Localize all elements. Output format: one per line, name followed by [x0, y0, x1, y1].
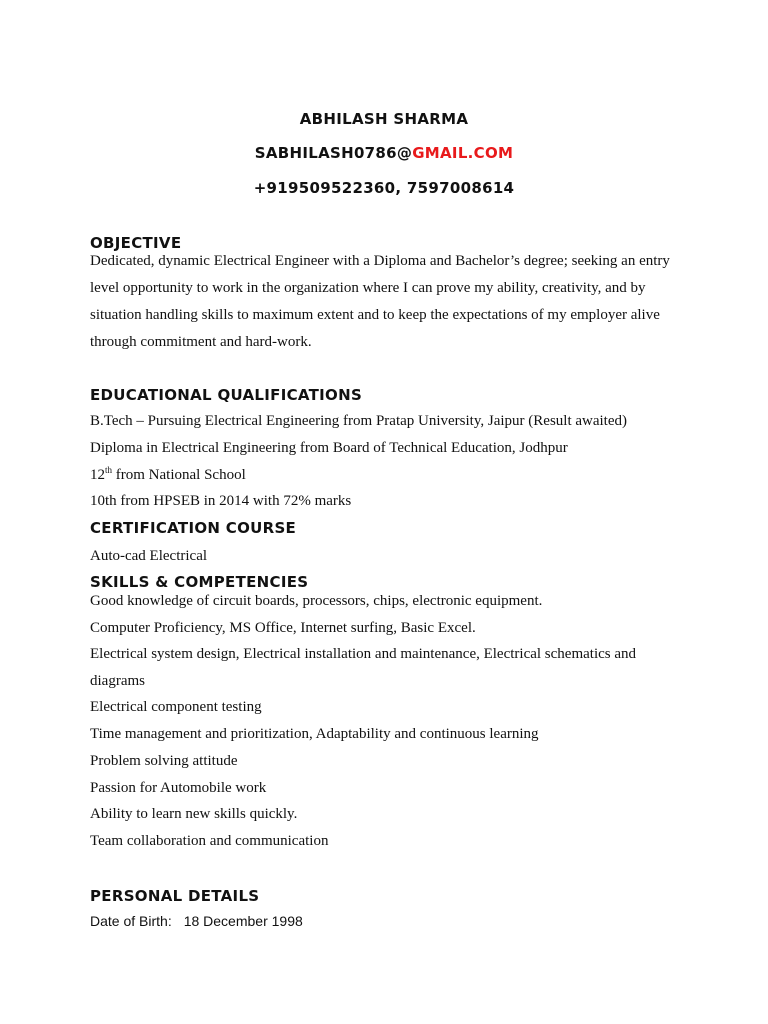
education-item-12th: [90, 467, 246, 484]
dob-label: Date of Birth:: [90, 913, 172, 929]
skill-item: diagrams: [90, 673, 145, 689]
skill-item: Problem solving attitude: [90, 753, 238, 769]
objective-line: through commitment and hard-work.: [90, 334, 312, 350]
education-item-btech: B.Tech – Pursuing Electrical Engineering from Pratap University, Jaipur (Result awaited): [90, 413, 627, 429]
email-address: [0, 144, 768, 162]
phone-numbers: +919509522360, 7597008614: [253, 179, 515, 197]
candidate-name: ABHILASH SHARMA: [299, 110, 469, 128]
skill-item: Electrical component testing: [90, 699, 262, 715]
objective-heading: OBJECTIVE: [90, 234, 182, 252]
skill-item: Ability to learn new skills quickly.: [90, 806, 298, 822]
skills-heading: SKILLS & COMPETENCIES: [90, 573, 309, 591]
skill-item: Passion for Automobile work: [90, 780, 267, 796]
date-of-birth: [90, 913, 303, 929]
education-item-diploma: Diploma in Electrical Engineering from Board of Technical Education, Jodhpur: [90, 440, 568, 456]
skill-item: Time management and prioritization, Adaptability and continuous learning: [90, 726, 539, 742]
education-item-10th: 10th from HPSEB in 2014 with 72% marks: [90, 493, 352, 509]
skill-item: Computer Proficiency, MS Office, Internet surfing, Basic Excel.: [90, 620, 476, 636]
grade-number: 12: [90, 467, 105, 483]
skill-item: Electrical system design, Electrical installation and maintenance, Electrical schematics and: [90, 646, 637, 662]
grade-suffix: th: [105, 465, 113, 475]
skill-item: Team collaboration and communication: [90, 833, 329, 849]
grade-school: from National School: [112, 467, 246, 483]
objective-line: Dedicated, dynamic Electrical Engineer with a Diploma and Bachelor’s degree; seeking an entry: [90, 253, 670, 269]
email-user: SABHILASH0786@: [254, 144, 413, 162]
certification-heading: CERTIFICATION COURSE: [90, 519, 297, 537]
objective-line: situation handling skills to maximum extent and to keep the expectations of my employer alive: [90, 307, 660, 323]
personal-details-heading: PERSONAL DETAILS: [90, 887, 260, 905]
email-domain: GMAIL.COM: [412, 144, 514, 162]
skill-item: Good knowledge of circuit boards, processors, chips, electronic equipment.: [90, 593, 543, 609]
education-heading: EDUCATIONAL QUALIFICATIONS: [90, 386, 363, 404]
dob-value: 18 December 1998: [183, 913, 303, 929]
objective-line: level opportunity to work in the organization where I can prove my ability, creativity, and by: [90, 280, 646, 296]
certification-item: Auto-cad Electrical: [90, 548, 208, 564]
